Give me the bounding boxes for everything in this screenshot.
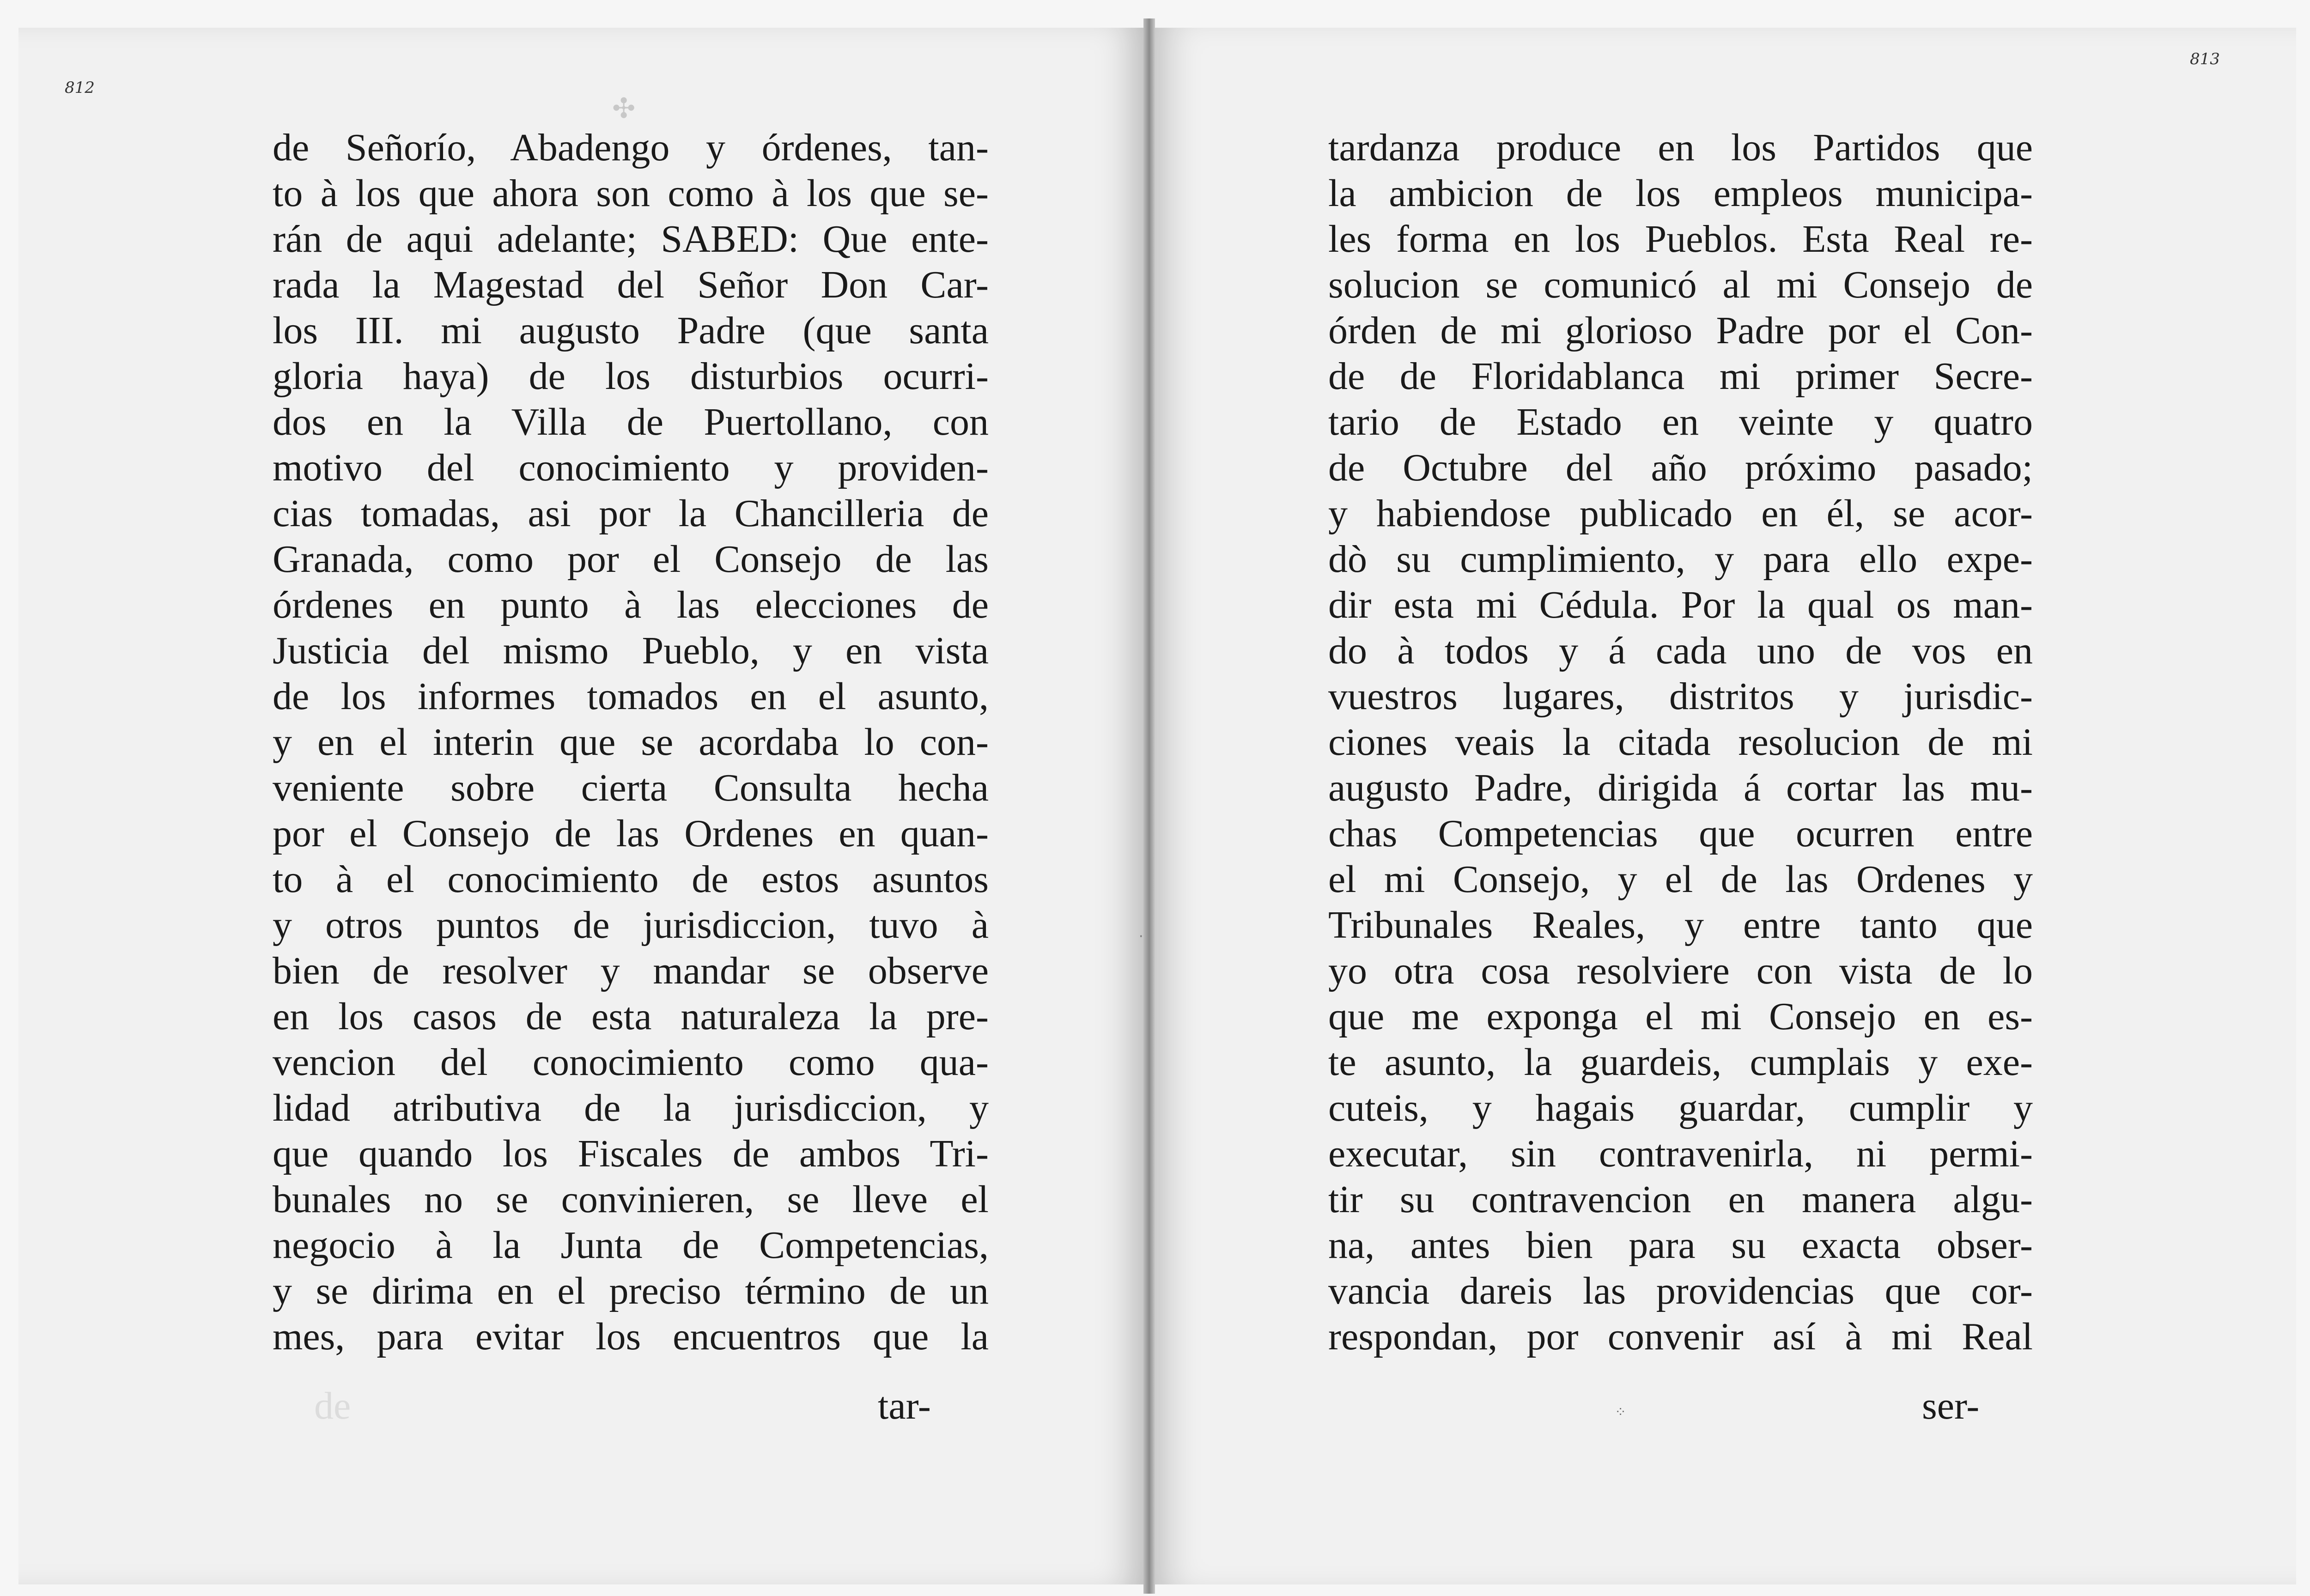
text-line: les forma en los Pueblos. Esta Real re- (1328, 218, 2033, 261)
text-line: de los informes tomados en el asunto, (273, 675, 989, 718)
text-line: motivo del conocimiento y providen- (273, 446, 989, 489)
text-line: órdenes en punto à las elecciones de (273, 583, 989, 626)
text-line: por el Consejo de las Ordenes en quan- (273, 812, 989, 855)
text-line: que quando los Fiscales de ambos Tri- (273, 1132, 989, 1175)
text-line: y habiendose publicado en él, se acor- (1328, 492, 2033, 535)
text-line: Granada, como por el Consejo de las (273, 538, 989, 581)
text-line: do à todos y á cada uno de vos en (1328, 629, 2033, 672)
text-line: de de Floridablanca mi primer Secre- (1328, 355, 2033, 398)
text-line: la ambicion de los empleos municipa- (1328, 172, 2033, 215)
text-line: mes, para evitar los encuentros que la (273, 1315, 989, 1358)
text-line: de Octubre del año próximo pasado; (1328, 446, 2033, 489)
bleed-through-text: de (314, 1384, 351, 1427)
text-line: tario de Estado en veinte y quatro (1328, 401, 2033, 443)
text-line: dir esta mi Cédula. Por la qual os man- (1328, 583, 2033, 626)
text-line: executar, sin contravenirla, ni permi- (1328, 1132, 2033, 1175)
text-line: na, antes bien para su exacta obser- (1328, 1224, 2033, 1267)
text-line: vancia dareis las providencias que cor- (1328, 1269, 2033, 1312)
text-line: bunales no se convinieren, se lleve el (273, 1178, 989, 1221)
text-line: vencion del conocimiento como qua- (273, 1041, 989, 1084)
text-line: to à el conocimiento de estos asuntos (273, 858, 989, 901)
left-folio-number: 812 (65, 79, 95, 97)
text-line: solucion se comunicó al mi Consejo de (1328, 263, 2033, 306)
text-line: respondan, por convenir así à mi Real (1328, 1315, 2033, 1358)
text-line: tir su contravencion en manera algu- (1328, 1178, 2033, 1221)
text-line: y en el interin que se acordaba lo con- (273, 721, 989, 764)
text-line: dos en la Villa de Puertollano, con (273, 401, 989, 443)
paper-speck: · (1139, 928, 1143, 945)
text-line: el mi Consejo, y el de las Ordenes y (1328, 858, 2033, 901)
text-line: gloria haya) de los disturbios ocurri- (273, 355, 989, 398)
text-line: cias tomadas, asi por la Chancilleria de (273, 492, 989, 535)
text-line: to à los que ahora son como à los que se- (273, 172, 989, 215)
text-line: ciones veais la citada resolucion de mi (1328, 721, 2033, 764)
text-line: y se dirima en el preciso término de un (273, 1269, 989, 1312)
right-folio-number: 813 (2190, 50, 2220, 68)
right-text-column (1328, 125, 2033, 1359)
text-line: que me exponga el mi Consejo en es- (1328, 995, 2033, 1038)
text-line: vuestros lugares, distritos y jurisdic- (1328, 675, 2033, 718)
left-catchword: tar- (878, 1384, 931, 1427)
text-line: rada la Magestad del Señor Don Car- (273, 263, 989, 306)
ornament-icon: ✣ (612, 92, 636, 125)
text-line: órden de mi glorioso Padre por el Con- (1328, 309, 2033, 352)
text-line: chas Competencias que ocurren entre (1328, 812, 2033, 855)
book-gutter (1143, 18, 1155, 1594)
right-catchword: ser- (1922, 1384, 1980, 1427)
text-line: bien de resolver y mandar se observe (273, 949, 989, 992)
left-text-column (273, 125, 989, 1359)
text-line: lidad atributiva de la jurisdiccion, y (273, 1086, 989, 1129)
text-line: Justicia del mismo Pueblo, y en vista (273, 629, 989, 672)
text-line: augusto Padre, dirigida á cortar las mu- (1328, 766, 2033, 809)
text-line: Tribunales Reales, y entre tanto que (1328, 904, 2033, 947)
text-line: en los casos de esta naturaleza la pre- (273, 995, 989, 1038)
text-line: negocio à la Junta de Competencias, (273, 1224, 989, 1267)
text-line: veniente sobre cierta Consulta hecha (273, 766, 989, 809)
text-line: dò su cumplimiento, y para ello expe- (1328, 538, 2033, 581)
text-line: cuteis, y hagais guardar, cumplir y (1328, 1086, 2033, 1129)
paper-speck: ⁘ (1615, 1404, 1627, 1420)
text-line: rán de aqui adelante; SABED: Que ente- (273, 218, 989, 261)
text-line: te asunto, la guardeis, cumplais y exe- (1328, 1041, 2033, 1084)
text-line: de Señorío, Abadengo y órdenes, tan- (273, 126, 989, 169)
text-line: tardanza produce en los Partidos que (1328, 126, 2033, 169)
text-line: los III. mi augusto Padre (que santa (273, 309, 989, 352)
text-line: y otros puntos de jurisdiccion, tuvo à (273, 904, 989, 947)
text-line: yo otra cosa resolviere con vista de lo (1328, 949, 2033, 992)
